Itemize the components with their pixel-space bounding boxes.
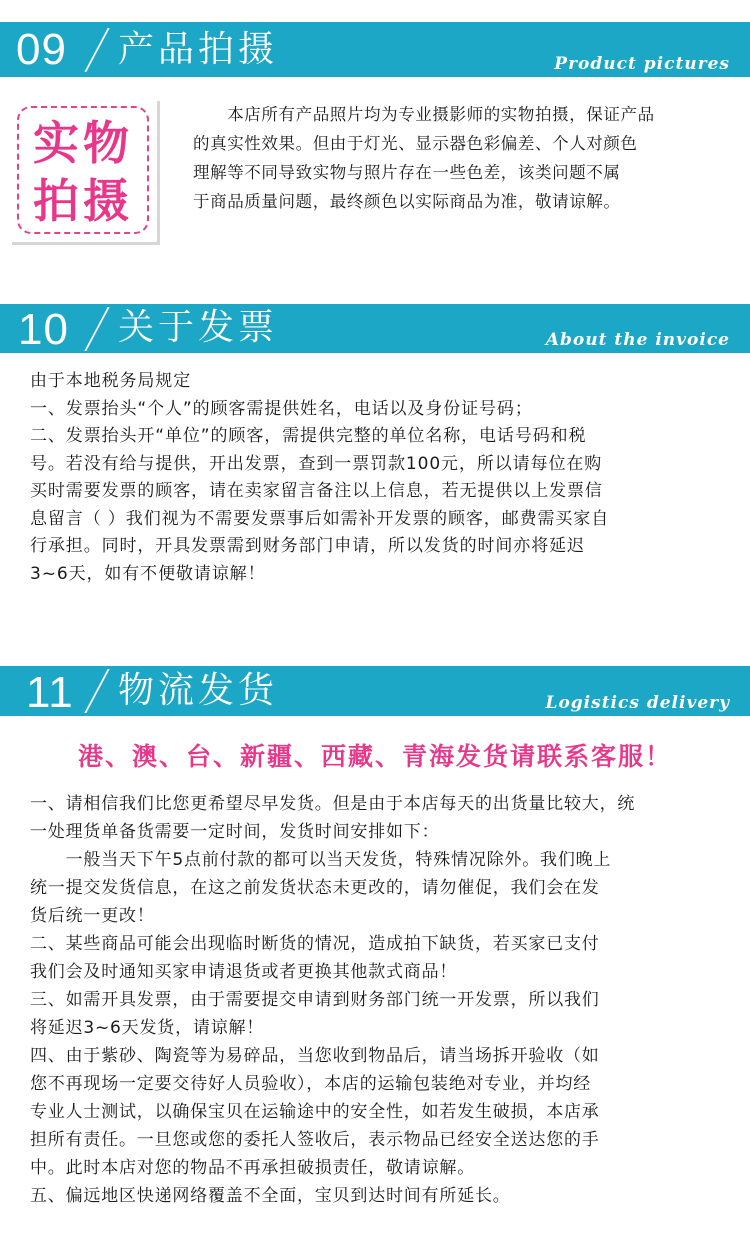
section-09-banner: [0, 22, 750, 77]
section-11-title: 物流发货: [118, 670, 279, 711]
photo-policy-text: [193, 100, 743, 216]
text-line: 号。若没有给与提供，开出发票，查到一票罚款100元，所以请每位在购: [30, 453, 603, 474]
section-10-english-title: About the invoice: [545, 330, 730, 350]
text-line: 一处理货单备货需要一定时间，发货时间安排如下：: [30, 822, 440, 842]
text-line: 我们会及时通知买家申请退货或者更换其他款式商品！: [30, 962, 458, 982]
badge-line-1: 实物: [33, 116, 133, 170]
section-09-title: 产品拍摄: [118, 29, 279, 70]
text-line: 行承担。同时，开具发票需到财务部门申请，所以发货的时间亦将延迟: [30, 536, 585, 556]
text-line: 货后统一更改！: [30, 906, 155, 926]
logistics-policy-text: [30, 790, 745, 1210]
section-11-english-title: Logistics delivery: [545, 693, 730, 713]
text-line: 一、请相信我们比您更希望尽早发货。但是由于本店每天的出货量比较大，统: [30, 794, 636, 814]
text-line: 3~6天，如有不便敬请谅解！: [30, 563, 266, 584]
text-line: 的真实性效果。但由于灯光、显示器色彩偏差、个人对颜色: [193, 134, 638, 153]
text-line: 专业人士测试，以确保宝贝在运输途中的安全性，如若发生破损，本店承: [30, 1102, 600, 1122]
text-line: 于商品质量问题，最终颜色以实际商品为准，敬请谅解。: [193, 192, 621, 211]
section-11-divider: [84, 669, 109, 713]
section-10-divider: [84, 307, 109, 351]
section-10-title: 关于发票: [118, 307, 279, 348]
text-line: 由于本地税务局规定: [30, 371, 192, 391]
text-line: 买时需要发票的顾客，请在卖家留言备注以上信息，若无提供以上发票信: [30, 481, 603, 501]
text-line: 将延迟3~6天发货，请谅解！: [30, 1018, 265, 1038]
text-line: 二、某些商品可能会出现临时断货的情况，造成拍下缺货，若买家已支付: [30, 934, 600, 954]
invoice-policy-text: [30, 368, 745, 588]
badge-line-2: 拍摄: [33, 174, 133, 228]
text-line: 息留言（ ）我们视为不需要发票事后如需补开发票的顾客，邮费需买家自: [30, 508, 610, 529]
section-09-number: 09: [16, 25, 67, 74]
section-09-english-title: Product pictures: [554, 54, 730, 74]
text-line: 统一提交发货信息，在这之前发货状态未更改的，请勿催促，我们会在发: [30, 878, 600, 898]
section-11-number: 11: [26, 668, 74, 716]
text-line: 二、发票抬头开“单位”的顾客，需提供完整的单位名称，电话号码和税: [30, 426, 587, 446]
text-line: 理解等不同导致实物与照片存在一些色差，该类问题不属: [193, 163, 621, 182]
remote-region-notice: 港、澳、台、新疆、西藏、青海发货请联系客服！: [77, 742, 672, 771]
text-line: 四、由于紫砂、陶瓷等为易碎品，当您收到物品后，请当场拆开验收（如: [30, 1046, 600, 1066]
section-09-divider: [84, 28, 109, 72]
section-11-banner: [0, 666, 750, 716]
section-10-banner: [0, 304, 750, 353]
section-10-number: 10: [18, 305, 69, 353]
text-line: 您不再现场一定要交待好人员验收），本店的运输包装绝对专业，并均经: [30, 1074, 592, 1094]
text-line: 本店所有产品照片均为专业摄影师的实物拍摄，保证产品: [193, 105, 655, 124]
text-line: 担所有责任。一旦您或您的委托人签收后，表示物品已经安全送达您的手: [30, 1130, 600, 1150]
text-line: 一、发票抬头“个人”的顾客需提供姓名，电话以及身份证号码；: [30, 398, 533, 419]
text-line: 一般当天下午5点前付款的都可以当天发货，特殊情况除外。我们晚上: [30, 850, 612, 870]
real-photo-badge: [9, 98, 157, 242]
text-line: 五、偏远地区快递网络覆盖不全面，宝贝到达时间有所延长。: [30, 1186, 511, 1206]
text-line: 三、如需开具发票，由于需要提交申请到财务部门统一开发票，所以我们: [30, 990, 600, 1010]
text-line: 中。此时本店对您的物品不再承担破损责任，敬请谅解。: [30, 1158, 475, 1178]
